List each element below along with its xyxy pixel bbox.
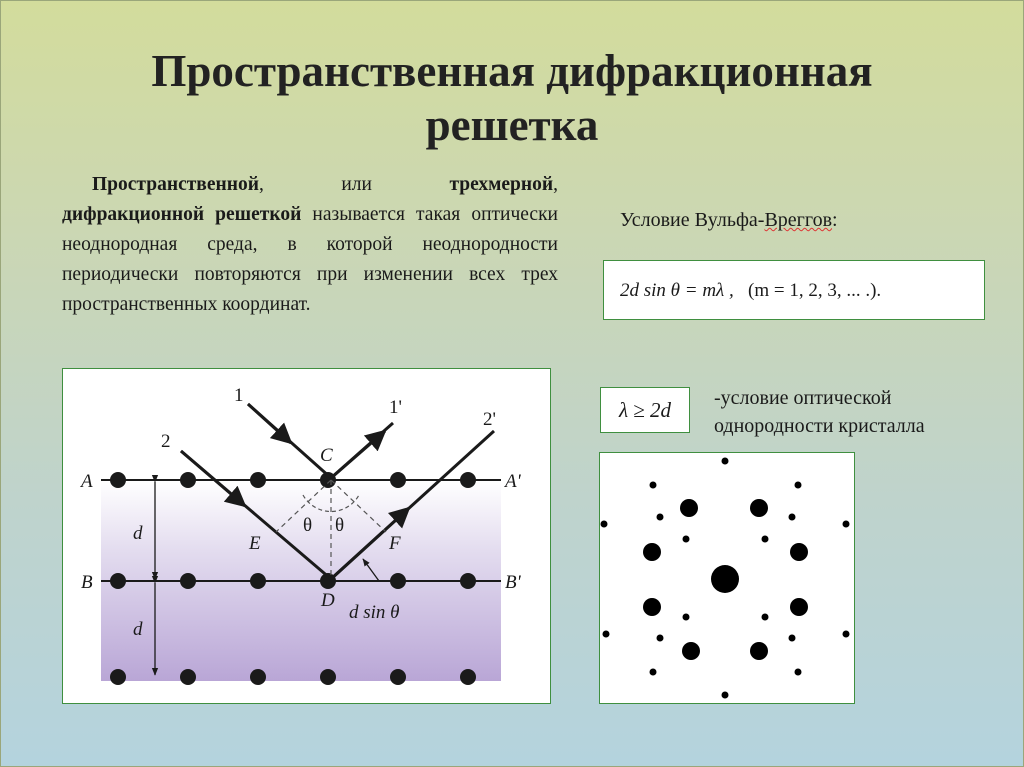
definition-sep-1: , или — [258, 174, 450, 195]
label-ray-1p: 1' — [389, 397, 402, 418]
label-D: D — [321, 590, 335, 611]
term-spatial: Пространственной — [92, 174, 259, 195]
bragg-formula-range: (m = 1, 2, 3, ... .). — [748, 280, 882, 301]
term-grating: дифракционной решеткой — [62, 204, 302, 225]
diffraction-pattern-box — [599, 452, 855, 704]
label-E: E — [249, 533, 261, 554]
bragg-label-main: Условие Вульфа- — [620, 209, 765, 231]
label-ray-1: 1 — [234, 385, 244, 406]
definition-paragraph — [62, 170, 558, 320]
diffraction-pattern — [600, 453, 853, 702]
homogeneity-formula: λ ≥ 2d — [618, 398, 672, 422]
term-three-dimensional: трехмерной — [449, 174, 554, 195]
diffraction-spots — [601, 458, 850, 699]
slide-title — [0, 44, 1024, 152]
bragg-formula-box — [603, 260, 985, 320]
bragg-diagram-box — [62, 368, 551, 704]
label-theta-right: θ — [335, 515, 345, 536]
bragg-formula: 2d sin θ = mλ , — [620, 280, 734, 301]
homogeneity-formula-box — [600, 387, 690, 433]
label-Ap: A' — [505, 471, 521, 492]
bragg-diagram — [63, 369, 549, 702]
label-d-lower: d — [133, 619, 143, 640]
homogeneity-text — [714, 384, 925, 440]
bragg-condition-label — [620, 207, 838, 233]
definition-sep-2: , — [553, 174, 558, 195]
label-dsin: d sin θ — [349, 602, 400, 623]
label-Bp: B' — [505, 572, 521, 593]
bragg-label-colon: : — [832, 209, 838, 231]
label-ray-2p: 2' — [483, 409, 496, 430]
homogeneity-text-line-2: однородности кристалла — [714, 415, 925, 437]
homogeneity-text-line-1: -условие оптической — [714, 387, 892, 409]
label-A: A — [81, 471, 93, 492]
label-theta-left: θ — [303, 515, 313, 536]
definition-rest: называется такая оптически неоднородная среда, в которой неоднородности периодически повторяются при изменении всех трех пространственных координат. — [62, 204, 558, 315]
label-C: C — [320, 445, 333, 466]
bragg-label-squiggle: Вреггов — [764, 209, 833, 231]
label-d-upper: d — [133, 523, 143, 544]
label-ray-2: 2 — [161, 431, 171, 452]
title-line-2: решетка — [425, 100, 599, 150]
label-F: F — [389, 533, 401, 554]
title-line-1: Пространственная дифракционная — [151, 46, 873, 96]
label-B: B — [81, 572, 93, 593]
